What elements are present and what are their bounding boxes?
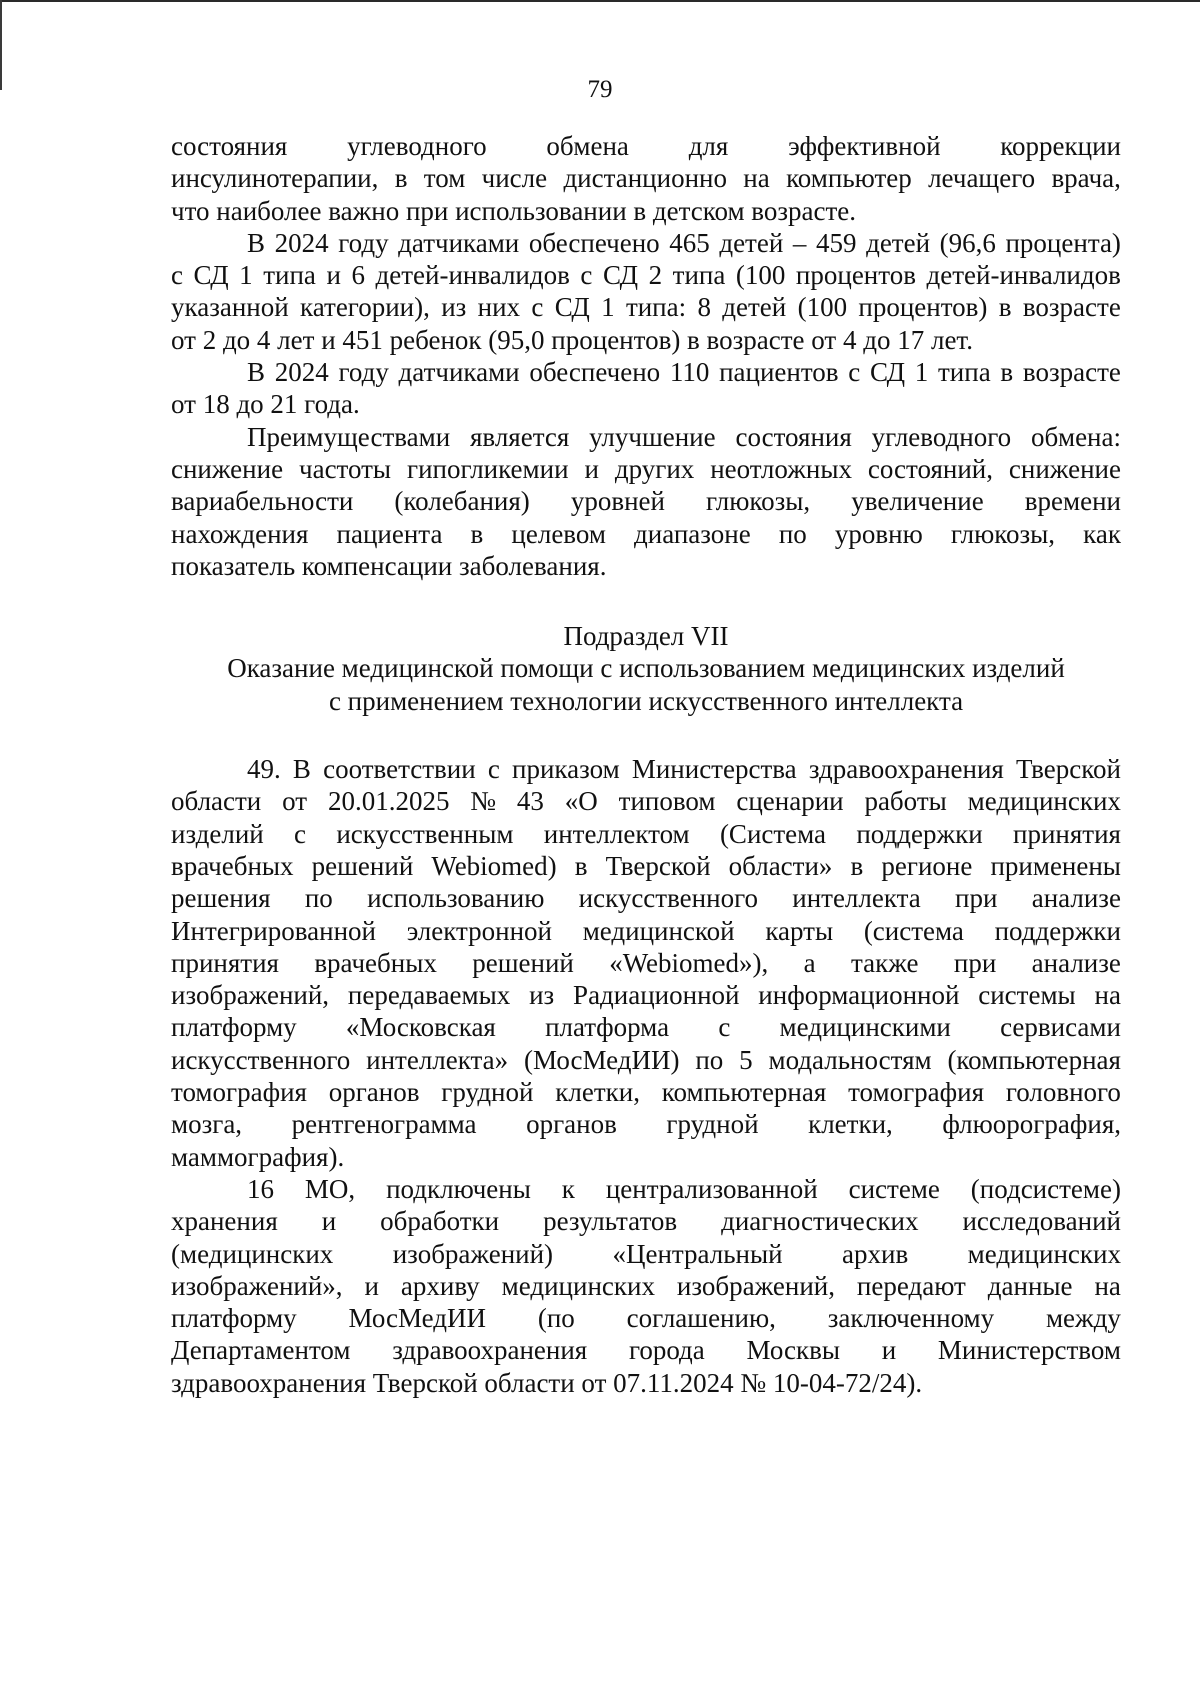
word: состояний, bbox=[867, 453, 993, 484]
word: анализе bbox=[1031, 883, 1121, 914]
word: улучшение bbox=[589, 421, 716, 452]
word: хранения bbox=[171, 1206, 278, 1237]
word: состояния bbox=[171, 131, 288, 161]
text-line bbox=[171, 1205, 1121, 1237]
word: изображений, bbox=[171, 980, 330, 1011]
word: СД bbox=[193, 260, 229, 291]
word: (система bbox=[863, 915, 964, 946]
word: здравоохранения bbox=[392, 1335, 588, 1366]
word: использованию bbox=[367, 883, 545, 914]
word: В bbox=[247, 357, 266, 388]
subsection-title-line-2: с применением технологии искусственного интеллекта bbox=[328, 685, 964, 716]
word: числе bbox=[481, 163, 548, 194]
word: сценарии bbox=[736, 786, 844, 817]
word: для bbox=[688, 131, 729, 161]
word: 8 bbox=[697, 292, 711, 323]
word: (Система bbox=[719, 818, 827, 849]
text-line: от 2 до 4 лет и 451 ребенок (95,0 процентов) в возрасте от 4 до 17 лет. bbox=[171, 324, 973, 355]
word: (компьютерная bbox=[947, 1044, 1121, 1075]
word: архиву bbox=[400, 1270, 480, 1301]
word: информационной bbox=[758, 980, 960, 1011]
word: при bbox=[953, 947, 997, 978]
word: 2024 bbox=[274, 227, 329, 258]
word: и bbox=[364, 1270, 379, 1301]
word: с bbox=[718, 1012, 731, 1043]
text-line: маммография). bbox=[171, 1141, 345, 1172]
word: из bbox=[441, 292, 467, 323]
word: категории), bbox=[300, 292, 430, 323]
word: 49. bbox=[247, 754, 281, 785]
word: с bbox=[171, 260, 183, 291]
word: изображений) bbox=[392, 1238, 554, 1269]
word: грудной bbox=[441, 1077, 534, 1108]
word: решений bbox=[311, 850, 414, 881]
word: карты bbox=[765, 915, 834, 946]
word: коррекции bbox=[1000, 131, 1121, 161]
word: принятия bbox=[171, 947, 279, 978]
word: платформу bbox=[171, 1012, 297, 1043]
word: Преимуществами bbox=[247, 421, 451, 452]
word: детей-инвалидов bbox=[926, 260, 1121, 291]
word: «О bbox=[564, 786, 598, 817]
word: детей bbox=[719, 227, 784, 258]
word: датчиками bbox=[398, 357, 520, 388]
word: (МосМедИИ) bbox=[524, 1044, 680, 1075]
text-line bbox=[171, 1302, 1121, 1334]
text-line bbox=[171, 1044, 1121, 1076]
word: электронной bbox=[406, 915, 552, 946]
word: 1 bbox=[914, 357, 929, 388]
word: других bbox=[614, 453, 695, 484]
word: 5 bbox=[739, 1044, 753, 1075]
word: них bbox=[477, 292, 521, 323]
word: обеспечено bbox=[529, 357, 661, 388]
word: (100 bbox=[797, 292, 848, 323]
word: централизованной bbox=[605, 1173, 818, 1204]
text-line: здравоохранения Тверской области от 07.11.2024 № 10-04-72/24). bbox=[171, 1367, 923, 1398]
word: врачебных bbox=[171, 850, 294, 881]
word: платформа bbox=[545, 1012, 670, 1043]
word: томография bbox=[848, 1077, 985, 1108]
word: в bbox=[1000, 357, 1014, 388]
word: по bbox=[778, 518, 807, 549]
word: В bbox=[292, 754, 311, 785]
word: рентгенограмма bbox=[291, 1109, 477, 1140]
word: углеводного bbox=[871, 421, 1012, 452]
subsection-label: Подраздел VII bbox=[563, 621, 729, 652]
word: поддержки bbox=[994, 915, 1121, 946]
word: (подсистеме) bbox=[970, 1173, 1121, 1204]
word: является bbox=[470, 421, 570, 452]
paragraph-item-49 bbox=[171, 753, 1121, 1173]
word: 465 bbox=[669, 227, 710, 258]
word: Департаментом bbox=[171, 1335, 351, 1366]
word: Интегрированной bbox=[171, 915, 376, 946]
text-line bbox=[171, 818, 1121, 850]
word: на bbox=[743, 163, 770, 194]
word: решений bbox=[472, 947, 574, 978]
word: году bbox=[338, 227, 389, 258]
word: искусственного bbox=[578, 883, 758, 914]
word: датчиками bbox=[398, 227, 520, 258]
word: врачебных bbox=[314, 947, 437, 978]
word: решения bbox=[171, 883, 271, 914]
text-line bbox=[171, 356, 1121, 388]
word: (медицинских bbox=[171, 1238, 334, 1269]
word: медицинской bbox=[582, 915, 735, 946]
word: лечащего bbox=[928, 163, 1036, 194]
word: изображений», bbox=[171, 1270, 343, 1301]
word: СД bbox=[869, 357, 906, 388]
word: (100 bbox=[735, 260, 786, 291]
word: (по bbox=[537, 1303, 575, 1334]
word: по bbox=[695, 1044, 724, 1075]
word: головного bbox=[1005, 1077, 1121, 1108]
word: состояния bbox=[735, 421, 852, 452]
word: с bbox=[531, 292, 544, 323]
word: Министерством bbox=[937, 1335, 1121, 1366]
word: Министерства bbox=[631, 754, 797, 785]
text-line bbox=[171, 882, 1121, 914]
word: № bbox=[470, 786, 497, 817]
word: к bbox=[561, 1173, 575, 1204]
word: грудной bbox=[666, 1109, 759, 1140]
word: архив bbox=[842, 1238, 909, 1269]
word: 459 bbox=[815, 227, 857, 258]
text-line bbox=[171, 1173, 1121, 1205]
word: клетки, bbox=[808, 1109, 893, 1140]
word: обеспечено bbox=[528, 227, 660, 258]
word: изделий bbox=[171, 818, 264, 849]
word: неотложных bbox=[710, 453, 852, 484]
word: компьютер bbox=[786, 163, 912, 194]
word: работы bbox=[864, 786, 947, 817]
word: вариабельности bbox=[171, 486, 354, 517]
word: и bbox=[321, 1206, 337, 1237]
word: диагностических bbox=[721, 1206, 919, 1237]
word: «Московская bbox=[345, 1012, 496, 1043]
word: В bbox=[247, 227, 266, 258]
word: мозга, bbox=[171, 1109, 243, 1140]
word: с bbox=[848, 357, 861, 388]
word: 110 bbox=[669, 357, 710, 388]
word: возрасте bbox=[1022, 357, 1121, 388]
word: соответствии bbox=[323, 754, 476, 785]
word: из bbox=[529, 980, 555, 1011]
document-body bbox=[171, 130, 1121, 1399]
word: – bbox=[792, 227, 807, 258]
text-line: показатель компенсации заболевания. bbox=[171, 550, 607, 581]
word: эффективной bbox=[788, 131, 941, 161]
text-line bbox=[171, 850, 1121, 882]
word: медицинских bbox=[967, 786, 1121, 817]
word: уровней bbox=[570, 486, 665, 517]
word: платформу bbox=[171, 1303, 297, 1334]
word: увеличение bbox=[851, 486, 984, 517]
word: изображений, bbox=[676, 1270, 835, 1301]
word: снижение bbox=[1008, 453, 1121, 484]
text-line bbox=[171, 947, 1121, 979]
word: глюкозы, bbox=[950, 518, 1056, 549]
word: регионе bbox=[881, 850, 973, 881]
word: типа bbox=[672, 260, 726, 291]
word: интеллектом bbox=[543, 818, 690, 849]
text-line bbox=[171, 1270, 1121, 1302]
word: обработки bbox=[380, 1206, 500, 1237]
paragraph-continuation bbox=[171, 130, 1121, 227]
word: от bbox=[282, 786, 308, 817]
word: (колебания) bbox=[394, 486, 530, 517]
text-line bbox=[171, 259, 1121, 291]
word: типовом bbox=[618, 786, 716, 817]
word: дистанционно bbox=[563, 163, 727, 194]
text-line bbox=[171, 1238, 1121, 1270]
word: передаваемых bbox=[347, 980, 511, 1011]
text-line bbox=[171, 1108, 1121, 1140]
word: интеллекта bbox=[792, 883, 921, 914]
word: «Webiomed»), bbox=[609, 947, 769, 978]
word: подключены bbox=[386, 1173, 531, 1204]
word: на bbox=[1094, 1270, 1121, 1301]
word: и bbox=[584, 453, 599, 484]
word: сервисами bbox=[1000, 1012, 1121, 1043]
paragraph-pacs-connection bbox=[171, 1173, 1121, 1399]
word: на bbox=[1094, 980, 1121, 1011]
word: медицинскими bbox=[779, 1012, 951, 1043]
word: компьютерная bbox=[661, 1077, 827, 1108]
word: а bbox=[803, 947, 816, 978]
word: уровню bbox=[834, 518, 923, 549]
word: 1 bbox=[601, 292, 615, 323]
word: 43 bbox=[516, 786, 544, 817]
word: при bbox=[955, 883, 998, 914]
word: указанной bbox=[171, 292, 289, 323]
word: применены bbox=[990, 850, 1121, 881]
word: искусственным bbox=[336, 818, 514, 849]
word: диапазоне bbox=[634, 518, 751, 549]
scan-edge-top bbox=[0, 0, 1200, 2]
word: частоты bbox=[299, 453, 392, 484]
word: системе bbox=[848, 1173, 940, 1204]
word: пациента bbox=[336, 518, 443, 549]
word: СД bbox=[602, 260, 639, 291]
word: с bbox=[294, 818, 307, 849]
word: между bbox=[1045, 1303, 1121, 1334]
word: приказом bbox=[512, 754, 620, 785]
word: клетки, bbox=[555, 1077, 640, 1108]
word: Радиационной bbox=[573, 980, 740, 1011]
word: в bbox=[574, 850, 588, 881]
text-line bbox=[171, 1011, 1121, 1043]
word: нахождения bbox=[171, 518, 309, 549]
word: инсулинотерапии, bbox=[171, 163, 379, 194]
word: томография bbox=[171, 1077, 307, 1108]
word: возрасте bbox=[1022, 292, 1121, 323]
word: в bbox=[998, 292, 1012, 323]
subsection-title-line-1: Оказание медицинской помощи с использованием медицинских изделий bbox=[227, 653, 1065, 684]
word: в bbox=[394, 163, 408, 194]
word: (96,6 bbox=[939, 227, 996, 258]
word: по bbox=[304, 883, 333, 914]
text-line bbox=[171, 785, 1121, 817]
text-line bbox=[171, 485, 1121, 517]
word: снижение bbox=[171, 453, 284, 484]
word: Тверской bbox=[605, 850, 711, 881]
word: времени bbox=[1024, 486, 1121, 517]
word: 6 bbox=[351, 260, 365, 291]
word: данные bbox=[987, 1270, 1073, 1301]
word: системы bbox=[978, 980, 1076, 1011]
word: Webiomed) bbox=[431, 850, 557, 881]
word: органов bbox=[328, 1077, 420, 1108]
word: детей-инвалидов bbox=[375, 260, 570, 291]
word: глюкозы, bbox=[706, 486, 811, 517]
word: 16 bbox=[247, 1173, 274, 1204]
word: также bbox=[851, 947, 919, 978]
word: МосМедИИ bbox=[348, 1303, 487, 1334]
word: медицинских bbox=[501, 1270, 655, 1301]
paragraph-advantages bbox=[171, 421, 1121, 582]
word: и bbox=[881, 1335, 897, 1366]
word: города bbox=[628, 1335, 705, 1366]
word: детей bbox=[866, 227, 931, 258]
word: области bbox=[171, 786, 262, 817]
word: 1 bbox=[239, 260, 253, 291]
text-line: что наиболее важно при использовании в детском возрасте. bbox=[171, 195, 857, 226]
word: поддержки bbox=[856, 818, 983, 849]
word: 20.01.2025 bbox=[327, 786, 450, 817]
text-line bbox=[171, 291, 1121, 323]
word: 2024 bbox=[274, 357, 329, 388]
paragraph-children-sensors bbox=[171, 227, 1121, 356]
text-line bbox=[171, 227, 1121, 259]
text-line: от 18 до 21 года. bbox=[171, 389, 360, 420]
word: Москвы bbox=[746, 1335, 841, 1366]
word: СД bbox=[554, 292, 590, 323]
word: обмена: bbox=[1031, 421, 1121, 452]
word: 2 bbox=[648, 260, 663, 291]
word: МО, bbox=[304, 1173, 356, 1204]
text-line bbox=[171, 453, 1121, 485]
word: детей bbox=[722, 292, 787, 323]
word: заключенному bbox=[827, 1303, 995, 1334]
word: исследований bbox=[962, 1206, 1121, 1237]
word: принятия bbox=[1013, 818, 1121, 849]
word: искусственного bbox=[171, 1044, 351, 1075]
word: результатов bbox=[543, 1206, 678, 1237]
word: процента) bbox=[1005, 227, 1121, 258]
word: с bbox=[580, 260, 593, 291]
page-number: 79 bbox=[587, 76, 613, 103]
word: медицинских bbox=[967, 1238, 1121, 1269]
text-line bbox=[171, 162, 1121, 194]
text-line bbox=[171, 979, 1121, 1011]
word: типа bbox=[938, 357, 991, 388]
text-line bbox=[171, 421, 1121, 453]
word: передают bbox=[856, 1270, 966, 1301]
word: и bbox=[326, 260, 341, 291]
text-line bbox=[171, 753, 1121, 785]
text-line bbox=[171, 518, 1121, 550]
word: в bbox=[470, 518, 484, 549]
paragraph-adult-sensors bbox=[171, 356, 1121, 421]
word: как bbox=[1083, 518, 1121, 549]
word: пациентов bbox=[719, 357, 839, 388]
word: году bbox=[338, 357, 389, 388]
word: типа: bbox=[625, 292, 687, 323]
text-line bbox=[171, 915, 1121, 947]
word: углеводного bbox=[347, 131, 487, 161]
word: модальностям bbox=[768, 1044, 932, 1075]
word: гипогликемии bbox=[407, 453, 569, 484]
word: Тверской bbox=[1016, 754, 1121, 785]
word: анализе bbox=[1031, 947, 1121, 978]
word: процентов bbox=[795, 260, 916, 291]
word: обмена bbox=[546, 131, 629, 161]
word: органов bbox=[526, 1109, 617, 1140]
word: флюорография, bbox=[942, 1109, 1121, 1140]
word: том bbox=[423, 163, 466, 194]
word: в bbox=[850, 850, 864, 881]
word: целевом bbox=[511, 518, 606, 549]
text-line bbox=[171, 1076, 1121, 1108]
word: здравоохранения bbox=[808, 754, 1004, 785]
text-line bbox=[171, 130, 1121, 162]
word: соглашению, bbox=[626, 1303, 776, 1334]
word: типа bbox=[263, 260, 316, 291]
word: «Центральный bbox=[612, 1238, 783, 1269]
word: врача, bbox=[1051, 163, 1121, 194]
word: с bbox=[487, 754, 500, 785]
text-line bbox=[171, 1334, 1121, 1366]
word: процентов) bbox=[858, 292, 988, 323]
word: области» bbox=[728, 850, 833, 881]
word: интеллекта» bbox=[366, 1044, 509, 1075]
